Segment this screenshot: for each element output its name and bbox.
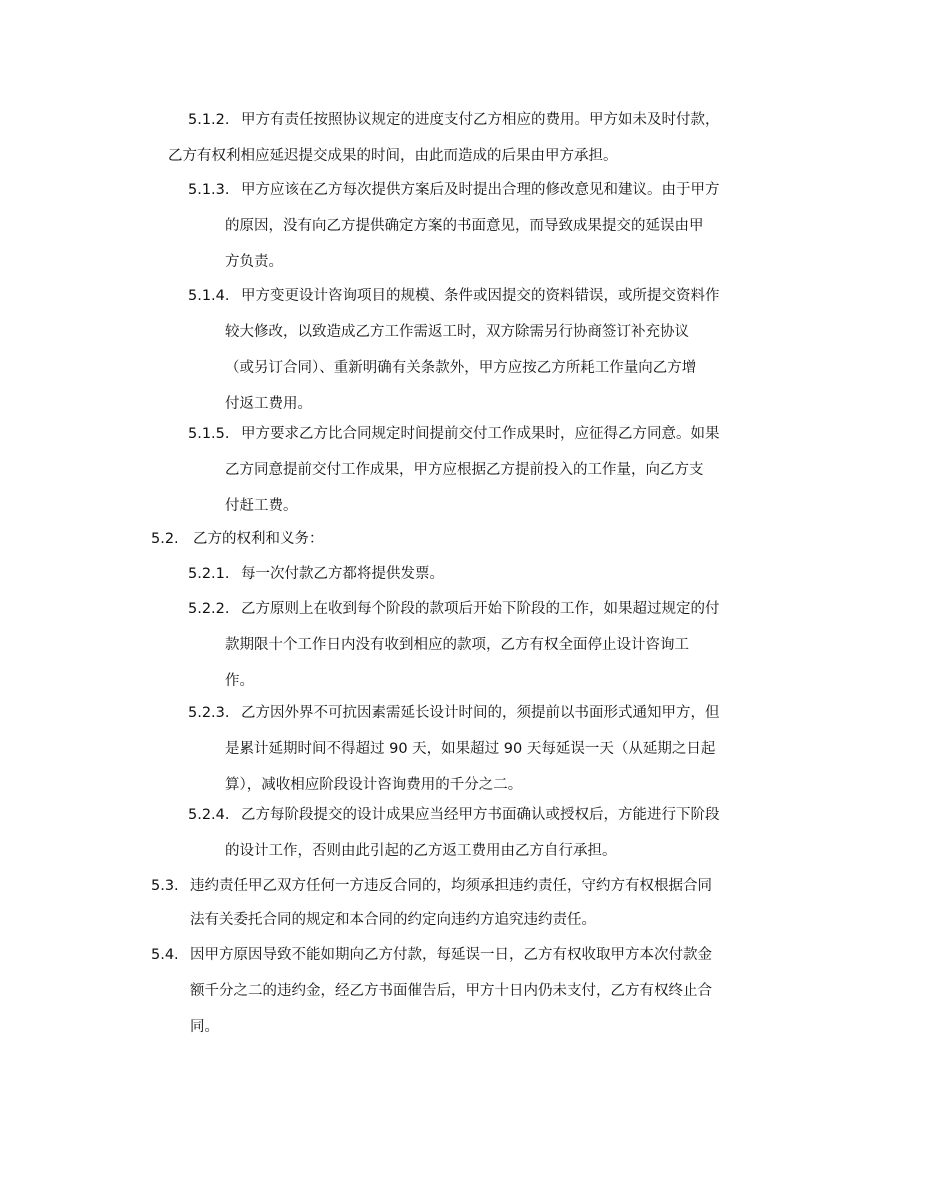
clause-line: 作。 bbox=[225, 673, 254, 689]
clause-line: 每一次付款乙方都将提供发票。 bbox=[241, 566, 444, 582]
clause-line: （或另订合同）、重新明确有关条款外，甲方应按乙方所耗工作量向乙方增 bbox=[225, 360, 697, 376]
clause-line: 的原因，没有向乙方提供确定方案的书面意见，而导致成果提交的延误由甲 bbox=[225, 218, 704, 234]
clause-number: 5.1.5. bbox=[188, 426, 230, 442]
section-number: 5.4. bbox=[151, 947, 179, 963]
clause-line: 乙方有权利相应延迟提交成果的时间，由此而造成的后果由甲方承担。 bbox=[168, 148, 618, 164]
clause-number: 5.1.2. bbox=[188, 112, 230, 128]
clause-line: 付返工费用。 bbox=[225, 396, 312, 412]
clause-line: 算），减收相应阶段设计咨询费用的千分之二。 bbox=[225, 777, 523, 793]
clause-line: 较大修改，以致造成乙方工作需返工时，双方除需另行协商签订补充协议 bbox=[225, 324, 689, 340]
clause-line: 方负责。 bbox=[225, 254, 283, 270]
clause-number: 5.2.4. bbox=[188, 807, 230, 823]
clause-line: 乙方同意提前交付工作成果，甲方应根据乙方提前投入的工作量，向乙方支 bbox=[225, 462, 704, 478]
section-title: 乙方的权利和义务： bbox=[193, 531, 324, 547]
section-number: 5.3. bbox=[151, 878, 179, 894]
clause-line: 甲方变更设计咨询项目的规模、条件或因提交的资料错误，或所提交资料作 bbox=[241, 288, 720, 304]
section-line: 因甲方原因导致不能如期向乙方付款，每延误一日，乙方有权收取甲方本次付款金 bbox=[190, 947, 712, 963]
clause-line: 是累计延期时间不得超过 90 天，如果超过 90 天每延误一天（从延期之日起 bbox=[225, 741, 716, 757]
section-line: 同。 bbox=[190, 1019, 219, 1035]
clause-line: 乙方原则上在收到每个阶段的款项后开始下阶段的工作，如果超过规定的付 bbox=[241, 601, 720, 617]
clause-number: 5.2.2. bbox=[188, 601, 230, 617]
section-number: 5.2. bbox=[151, 531, 179, 547]
clause-line: 乙方因外界不可抗因素需延长设计时间的，须提前以书面形式通知甲方，但 bbox=[241, 705, 720, 721]
clause-line: 付赶工费。 bbox=[225, 498, 298, 514]
clause-line: 甲方有责任按照协议规定的进度支付乙方相应的费用。甲方如未及时付款， bbox=[241, 112, 720, 128]
clause-line: 款期限十个工作日内没有收到相应的款项，乙方有权全面停止设计咨询工 bbox=[225, 637, 689, 653]
clause-number: 5.2.1. bbox=[188, 566, 230, 582]
clause-line: 乙方每阶段提交的设计成果应当经甲方书面确认或授权后，方能进行下阶段 bbox=[241, 807, 720, 823]
clause-number: 5.2.3. bbox=[188, 705, 230, 721]
section-line: 额千分之二的违约金，经乙方书面催告后，甲方十日内仍未支付，乙方有权终止合 bbox=[190, 983, 712, 999]
clause-line: 甲方应该在乙方每次提供方案后及时提出合理的修改意见和建议。由于甲方 bbox=[241, 182, 720, 198]
section-line: 违约责任甲乙双方任何一方违反合同的，均须承担违约责任，守约方有权根据合同 bbox=[190, 878, 712, 894]
clause-line: 甲方要求乙方比合同规定时间提前交付工作成果时，应征得乙方同意。如果 bbox=[241, 426, 720, 442]
clause-number: 5.1.3. bbox=[188, 182, 230, 198]
section-line: 法有关委托合同的规定和本合同的约定向违约方追究违约责任。 bbox=[190, 912, 596, 928]
clause-line: 的设计工作，否则由此引起的乙方返工费用由乙方自行承担。 bbox=[225, 843, 617, 859]
clause-number: 5.1.4. bbox=[188, 288, 230, 304]
